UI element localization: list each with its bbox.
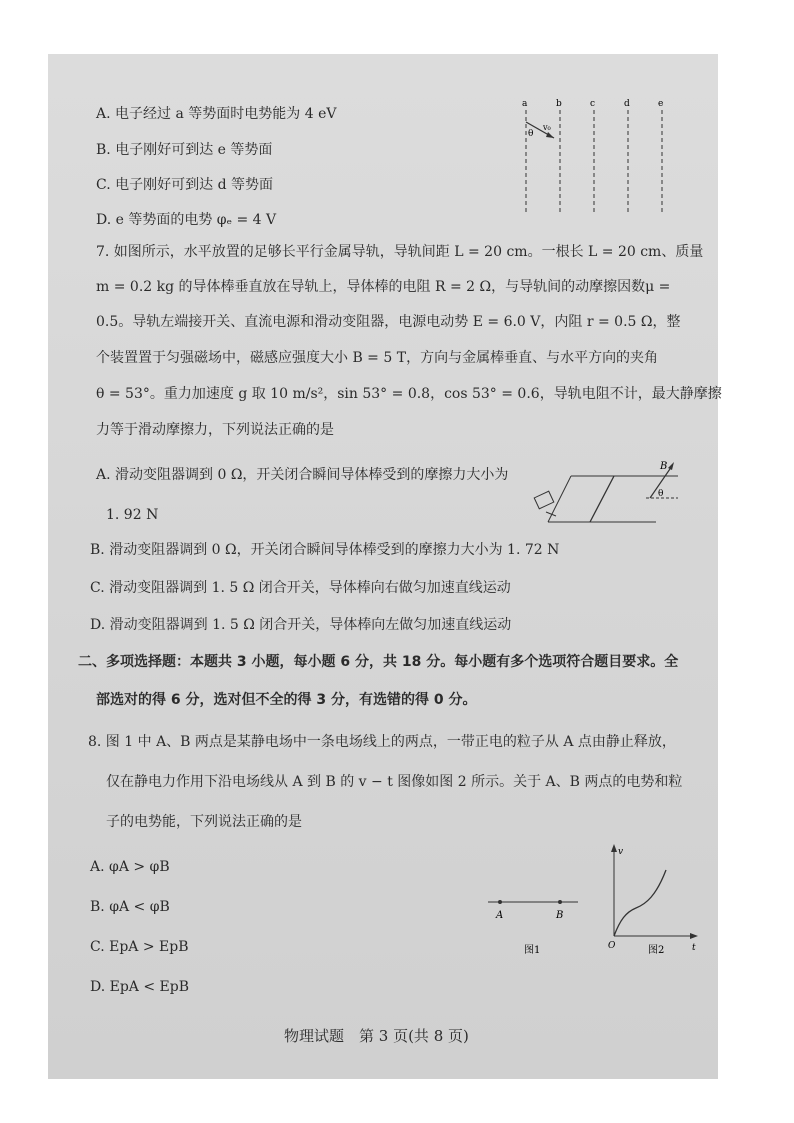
q8-stem-line-3: 子的电势能，下列说法正确的是 [106,814,302,830]
t-axis-label: t [692,943,696,953]
fig-v0: v₀ [543,123,551,132]
point-a-label: A [496,910,504,921]
q7-stem-line-3: 0.5。导轨左端接开关、直流电源和滑动变阻器，电源电动势 E = 6.0 V，内阻 r = 0.5 Ω，整 [96,314,681,330]
q6-equipotential-figure [510,96,700,216]
q6-option-a: A. 电子经过 a 等势面时电势能为 4 eV [96,106,337,122]
fig-label-d: d [624,99,630,109]
conductor-rod [590,476,614,522]
figure-1-caption: 图1 [524,945,541,956]
origin-label: O [608,941,616,951]
q8-option-c: C. EpA > EpB [90,939,189,955]
q7-option-b: B. 滑动变阻器调到 0 Ω，开关闭合瞬间导体棒受到的摩擦力大小为 1. 72 N [90,542,560,558]
q8-stem-line-1: 8. 图 1 中 A、B 两点是某静电场中一条电场线上的两点，一带正电的粒子从 A 点由静止释放， [88,734,676,750]
fig-label-c: c [590,99,596,109]
q8-figure-2-vt-graph [600,840,700,960]
figure-2-caption: 图2 [648,945,665,956]
q7-stem-line-5: θ = 53°。重力加速度 g 取 10 m/s²，sin 53° = 0.8，cos 53° = 0.6，导轨电阻不计，最大静摩擦 [96,386,722,402]
fig-label-b: b [556,99,562,109]
left-connector [548,476,571,522]
v-axis-arrowhead [611,844,617,852]
q6-option-b: B. 电子刚好可到达 e 等势面 [96,142,273,158]
page-footer: 物理试题 第 3 页(共 8 页) [284,1027,469,1045]
fig-theta: θ [528,129,534,139]
q7-stem-line-6: 力等于滑动摩擦力，下列说法正确的是 [96,422,334,438]
q8-option-a: A. φA > φB [90,859,170,875]
q6-option-c: C. 电子刚好可到达 d 等势面 [96,177,273,193]
q7-stem-line-1: 7. 如图所示，水平放置的足够长平行金属导轨，导轨间距 L = 20 cm。一根长 L = 20 cm、质量 [96,244,704,260]
t-axis-arrowhead [690,933,698,939]
b-field-arrowhead [668,462,674,470]
section-2-heading-line-2: 部选对的得 6 分，选对但不全的得 3 分，有选错的得 0 分。 [96,692,477,708]
section-2-heading: 二、多项选择题：本题共 3 小题，每小题 6 分，共 18 分。每小题有多个选项符合题目要求。全 [78,654,679,670]
q7-option-c: C. 滑动变阻器调到 1. 5 Ω 闭合开关，导体棒向右做匀加速直线运动 [90,580,511,596]
q8-stem-line-2: 仅在静电力作用下沿电场线从 A 到 B 的 v − t 图像如图 2 所示。关于 A、B 两点的电势和粒 [106,774,683,790]
q7-option-d: D. 滑动变阻器调到 1. 5 Ω 闭合开关，导体棒向左做匀加速直线运动 [90,617,512,633]
velocity-arrowhead [546,132,554,138]
point-b-label: B [556,910,564,921]
v-axis-label: v [618,847,624,857]
q7-option-a: A. 滑动变阻器调到 0 Ω，开关闭合瞬间导体棒受到的摩擦力大小为 [96,467,509,483]
point-a [498,900,502,904]
q8-figure-1 [484,890,584,960]
q8-option-b: B. φA < φB [90,899,170,915]
fig-label-a: a [522,99,528,109]
q6-option-d: D. e 等势面的电势 φₑ = 4 V [96,212,277,228]
battery-box [534,491,554,509]
fig-theta-label: θ [658,489,664,499]
point-b [558,900,562,904]
fig-b-label: B [660,461,668,472]
q7-option-a-value: 1. 92 N [106,507,159,523]
vt-curve [614,870,666,936]
q8-option-d: D. EpA < EpB [90,979,190,995]
q7-stem-line-2: m = 0.2 kg 的导体棒垂直放在导轨上，导体棒的电阻 R = 2 Ω，与导轨间的动摩擦因数μ = [96,279,671,295]
q7-rail-figure [526,456,686,532]
fig-label-e: e [658,99,664,109]
q7-stem-line-4: 个装置置于匀强磁场中，磁感应强度大小 B = 5 T，方向与金属棒垂直、与水平方向的夹角 [96,350,659,366]
